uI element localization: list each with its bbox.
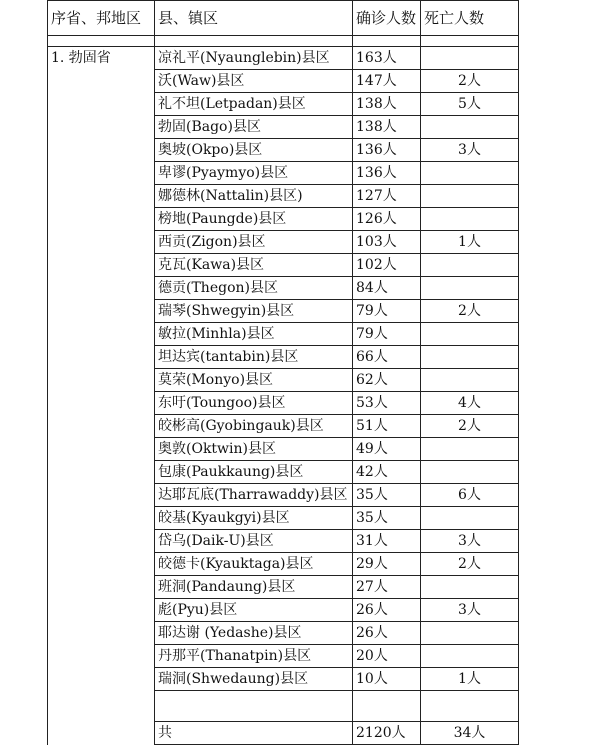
district-cell: 沃(Waw)县区 <box>155 70 353 93</box>
total-cases: 2120人 <box>353 722 421 745</box>
deaths-cell <box>421 323 519 346</box>
region-cell <box>48 507 155 530</box>
cases-cell: 62人 <box>353 369 421 392</box>
table-row <box>48 622 519 645</box>
region-cell <box>48 254 155 277</box>
deaths-cell <box>421 185 519 208</box>
district-cell: 礼不坦(Letpadan)县区 <box>155 93 353 116</box>
district-cell: 皎德卡(Kyauktaga)县区 <box>155 553 353 576</box>
region-cell <box>48 162 155 185</box>
header-region: 序省、邦地区 <box>48 1 155 36</box>
table-row <box>48 70 519 93</box>
district-cell: 岱乌(Daik-U)县区 <box>155 530 353 553</box>
region-cell <box>48 300 155 323</box>
district-cell: 奥敦(Oktwin)县区 <box>155 438 353 461</box>
cases-cell: 102人 <box>353 254 421 277</box>
cases-cell: 126人 <box>353 208 421 231</box>
table-row <box>48 484 519 507</box>
cases-cell: 147人 <box>353 70 421 93</box>
region-cell <box>48 415 155 438</box>
deaths-cell: 2人 <box>421 300 519 323</box>
table-row <box>48 668 519 691</box>
cases-cell: 163人 <box>353 47 421 70</box>
district-cell: 皎基(Kyaukgyi)县区 <box>155 507 353 530</box>
deaths-cell <box>421 47 519 70</box>
district-cell: 丹那平(Thanatpin)县区 <box>155 645 353 668</box>
table-row <box>48 530 519 553</box>
cases-cell: 84人 <box>353 277 421 300</box>
table-row <box>48 93 519 116</box>
total-row <box>48 722 519 745</box>
deaths-cell <box>421 369 519 392</box>
cases-cell: 79人 <box>353 300 421 323</box>
total-label: 共 <box>155 722 353 745</box>
table-row <box>48 208 519 231</box>
table-row <box>48 392 519 415</box>
cases-cell: 136人 <box>353 139 421 162</box>
cases-cell: 49人 <box>353 438 421 461</box>
header-cases: 确诊人数 <box>353 1 421 36</box>
deaths-cell <box>421 208 519 231</box>
table-row <box>48 369 519 392</box>
cases-cell: 136人 <box>353 162 421 185</box>
deaths-cell: 3人 <box>421 139 519 162</box>
cases-cell: 10人 <box>353 668 421 691</box>
district-cell: 瑞洞(Shwedaung)县区 <box>155 668 353 691</box>
deaths-cell: 4人 <box>421 392 519 415</box>
region-cell <box>48 277 155 300</box>
region-cell <box>48 553 155 576</box>
region-cell <box>48 139 155 162</box>
cases-cell: 127人 <box>353 185 421 208</box>
region-cell <box>48 323 155 346</box>
deaths-cell <box>421 254 519 277</box>
district-cell: 德贡(Thegon)县区 <box>155 277 353 300</box>
cases-cell: 138人 <box>353 93 421 116</box>
deaths-cell: 6人 <box>421 484 519 507</box>
region-cell <box>48 346 155 369</box>
deaths-cell <box>421 277 519 300</box>
table-row <box>48 553 519 576</box>
district-cell: 敏拉(Minhla)县区 <box>155 323 353 346</box>
cases-cell: 42人 <box>353 461 421 484</box>
spacer-row <box>48 36 519 47</box>
deaths-cell <box>421 576 519 599</box>
deaths-cell <box>421 507 519 530</box>
table-row <box>48 438 519 461</box>
district-cell: 勃固(Bago)县区 <box>155 116 353 139</box>
district-cell: 彪(Pyu)县区 <box>155 599 353 622</box>
header-district: 县、镇区 <box>155 1 353 36</box>
table-row <box>48 277 519 300</box>
cases-cell: 138人 <box>353 116 421 139</box>
district-cell: 达耶瓦底(Tharrawaddy)县区 <box>155 484 353 507</box>
table-row <box>48 645 519 668</box>
deaths-cell <box>421 346 519 369</box>
district-cell: 皎彬高(Gyobingauk)县区 <box>155 415 353 438</box>
district-cell: 凉礼平(Nyaunglebin)县区 <box>155 47 353 70</box>
deaths-cell <box>421 645 519 668</box>
region-cell <box>48 668 155 691</box>
table-row <box>48 185 519 208</box>
cases-cell: 29人 <box>353 553 421 576</box>
table-row <box>48 346 519 369</box>
deaths-cell: 1人 <box>421 668 519 691</box>
deaths-cell: 3人 <box>421 599 519 622</box>
table-header-row <box>48 1 519 36</box>
region-cell <box>48 231 155 254</box>
region-cell <box>48 392 155 415</box>
district-cell: 班洞(Pandaung)县区 <box>155 576 353 599</box>
blank-row <box>48 691 519 722</box>
table-row <box>48 254 519 277</box>
table-row <box>48 599 519 622</box>
deaths-cell <box>421 438 519 461</box>
cases-cell: 51人 <box>353 415 421 438</box>
cases-cell: 27人 <box>353 576 421 599</box>
district-cell: 娜德林(Nattalin)县区) <box>155 185 353 208</box>
deaths-cell <box>421 622 519 645</box>
table-row <box>48 47 519 70</box>
region-label: 1. 勃固省 <box>48 47 155 70</box>
region-cell <box>48 116 155 139</box>
table-row <box>48 323 519 346</box>
district-cell: 奥坡(Okpo)县区 <box>155 139 353 162</box>
region-cell <box>48 645 155 668</box>
region-cell <box>48 369 155 392</box>
deaths-cell <box>421 162 519 185</box>
district-cell: 卑谬(Pyaymyo)县区 <box>155 162 353 185</box>
district-cell: 东吁(Toungoo)县区 <box>155 392 353 415</box>
deaths-cell: 2人 <box>421 415 519 438</box>
cases-cell: 66人 <box>353 346 421 369</box>
deaths-cell: 5人 <box>421 93 519 116</box>
table-row <box>48 461 519 484</box>
district-cell: 瑞琴(Shwegyin)县区 <box>155 300 353 323</box>
region-cell <box>48 438 155 461</box>
cases-cell: 35人 <box>353 484 421 507</box>
cases-cell: 26人 <box>353 599 421 622</box>
deaths-cell: 1人 <box>421 231 519 254</box>
region-cell <box>48 599 155 622</box>
district-cell: 榜地(Paungde)县区 <box>155 208 353 231</box>
deaths-cell: 2人 <box>421 553 519 576</box>
table-row <box>48 139 519 162</box>
table-row <box>48 162 519 185</box>
region-cell <box>48 484 155 507</box>
cases-cell: 79人 <box>353 323 421 346</box>
deaths-cell: 2人 <box>421 70 519 93</box>
district-cell: 包康(Paukkaung)县区 <box>155 461 353 484</box>
cases-cell: 26人 <box>353 622 421 645</box>
table-row <box>48 231 519 254</box>
table-row <box>48 576 519 599</box>
table-row <box>48 507 519 530</box>
covid-cases-table <box>47 0 519 745</box>
district-cell: 莫荣(Monyo)县区 <box>155 369 353 392</box>
table-row <box>48 415 519 438</box>
cases-cell: 20人 <box>353 645 421 668</box>
region-cell <box>48 461 155 484</box>
cases-cell: 103人 <box>353 231 421 254</box>
cases-cell: 35人 <box>353 507 421 530</box>
region-cell <box>48 530 155 553</box>
region-cell <box>48 185 155 208</box>
district-cell: 西贡(Zigon)县区 <box>155 231 353 254</box>
region-cell <box>48 622 155 645</box>
header-deaths: 死亡人数 <box>421 1 519 36</box>
deaths-cell: 3人 <box>421 530 519 553</box>
region-cell <box>48 576 155 599</box>
table-row <box>48 116 519 139</box>
cases-cell: 53人 <box>353 392 421 415</box>
district-cell: 坦达宾(tantabin)县区 <box>155 346 353 369</box>
table-row <box>48 300 519 323</box>
total-deaths: 34人 <box>421 722 519 745</box>
region-cell <box>48 70 155 93</box>
district-cell: 耶达谢 (Yedashe)县区 <box>155 622 353 645</box>
region-cell <box>48 93 155 116</box>
cases-cell: 31人 <box>353 530 421 553</box>
deaths-cell <box>421 461 519 484</box>
deaths-cell <box>421 116 519 139</box>
region-cell <box>48 208 155 231</box>
district-cell: 克瓦(Kawa)县区 <box>155 254 353 277</box>
